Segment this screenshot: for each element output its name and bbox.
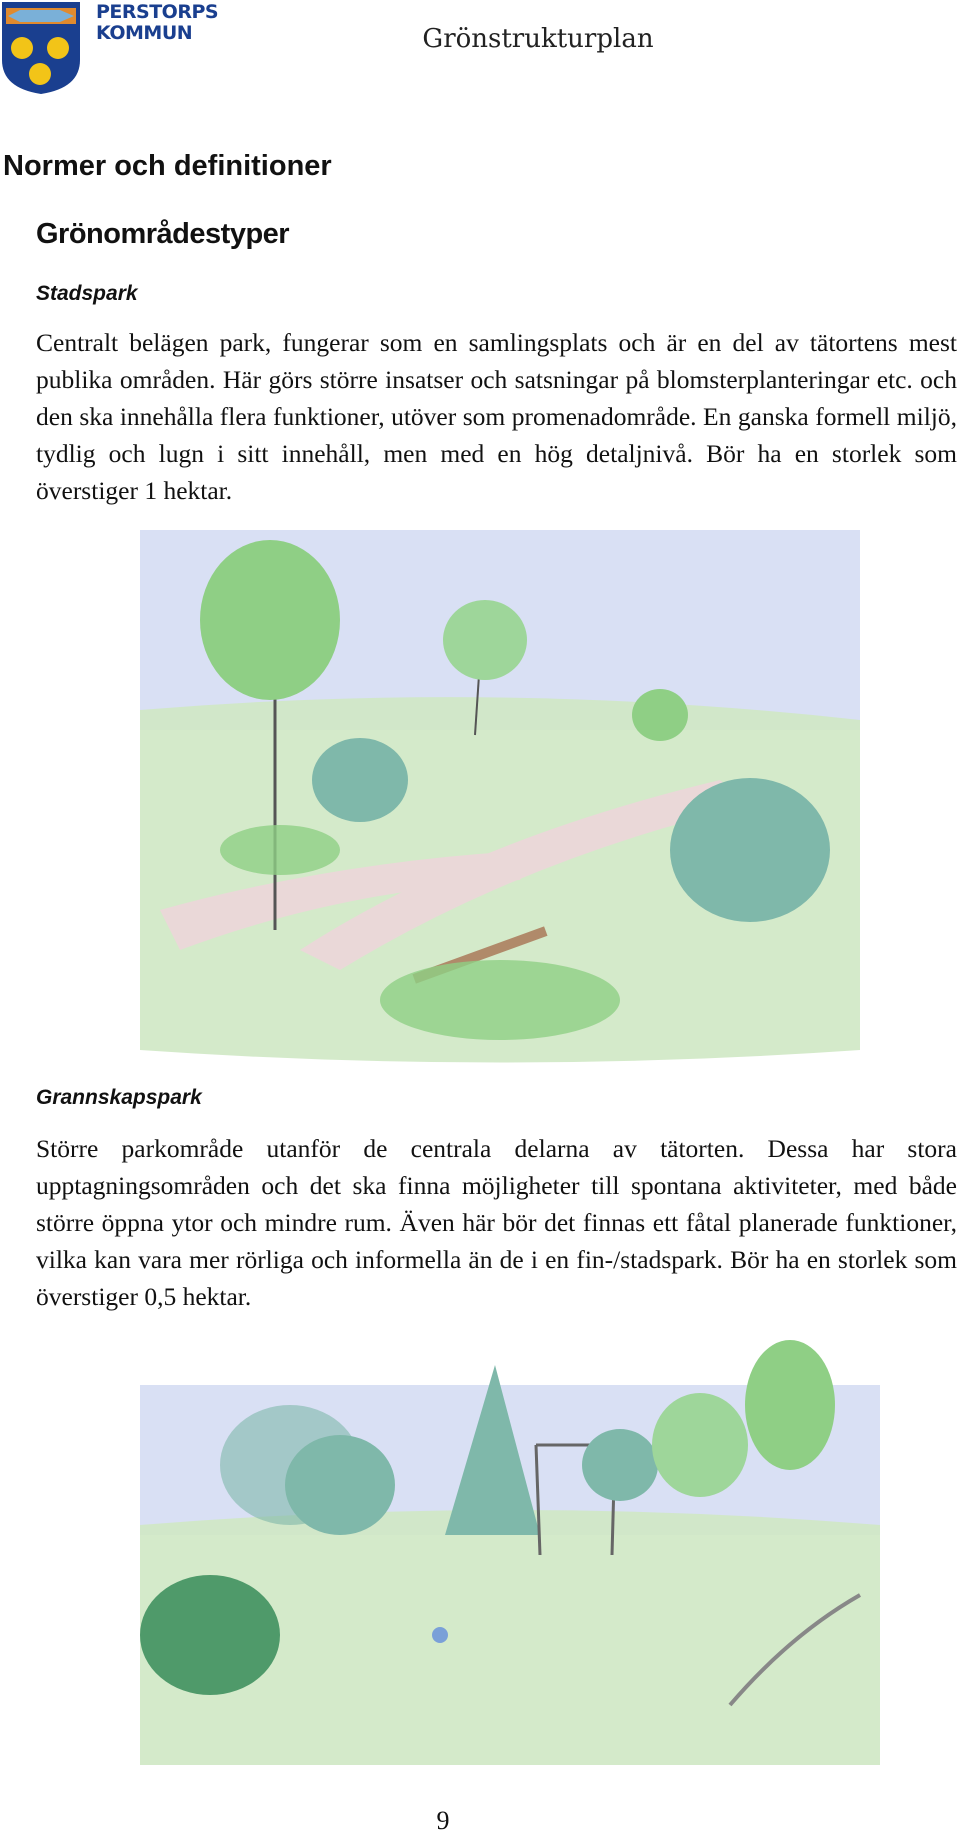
stadspark-paragraph: Centralt belägen park, fungerar som en samlingsplats och är en del av tätortens mest publika områden. Här görs större insatser och satsningar på blomsterplanteringar etc. och den ska innehålla flera funktioner, utöver som promenadområde. En ganska formell miljö, tydlig och lugn i sitt innehåll, men med en hög detaljnivå. Bör ha en storlek som överstiger 1 hektar. bbox=[36, 328, 957, 505]
section-heading: Normer och definitioner bbox=[3, 150, 332, 182]
page-number: 9 bbox=[436, 1806, 450, 1835]
logo-text-line1: PERSTORPS bbox=[96, 1, 219, 23]
logo-text-line2: KOMMUN bbox=[96, 22, 193, 44]
grannskapspark-paragraph: Större parkområde utanför de centrala delarna av tätorten. Dessa har stora upptagningsområden och det ska finna möjligheter till spontana aktiviteter, med både större öppna ytor och mindre rum. Även här bör det finnas ett fåtal planerade funktioner, vilka kan vara mer rörliga och informella än de i en fin-/stadspark. Bör ha en storlek som överstiger 0,5 hektar. bbox=[36, 1134, 957, 1311]
grannskapspark-heading: Grannskapspark bbox=[36, 1086, 202, 1109]
section-subheading: Grönområdestyper bbox=[36, 218, 290, 250]
document-title: Grönstrukturplan bbox=[422, 24, 654, 54]
stadspark-illustration bbox=[140, 530, 860, 1075]
stadspark-heading: Stadspark bbox=[36, 282, 138, 305]
grannskapspark-illustration bbox=[140, 1335, 880, 1765]
